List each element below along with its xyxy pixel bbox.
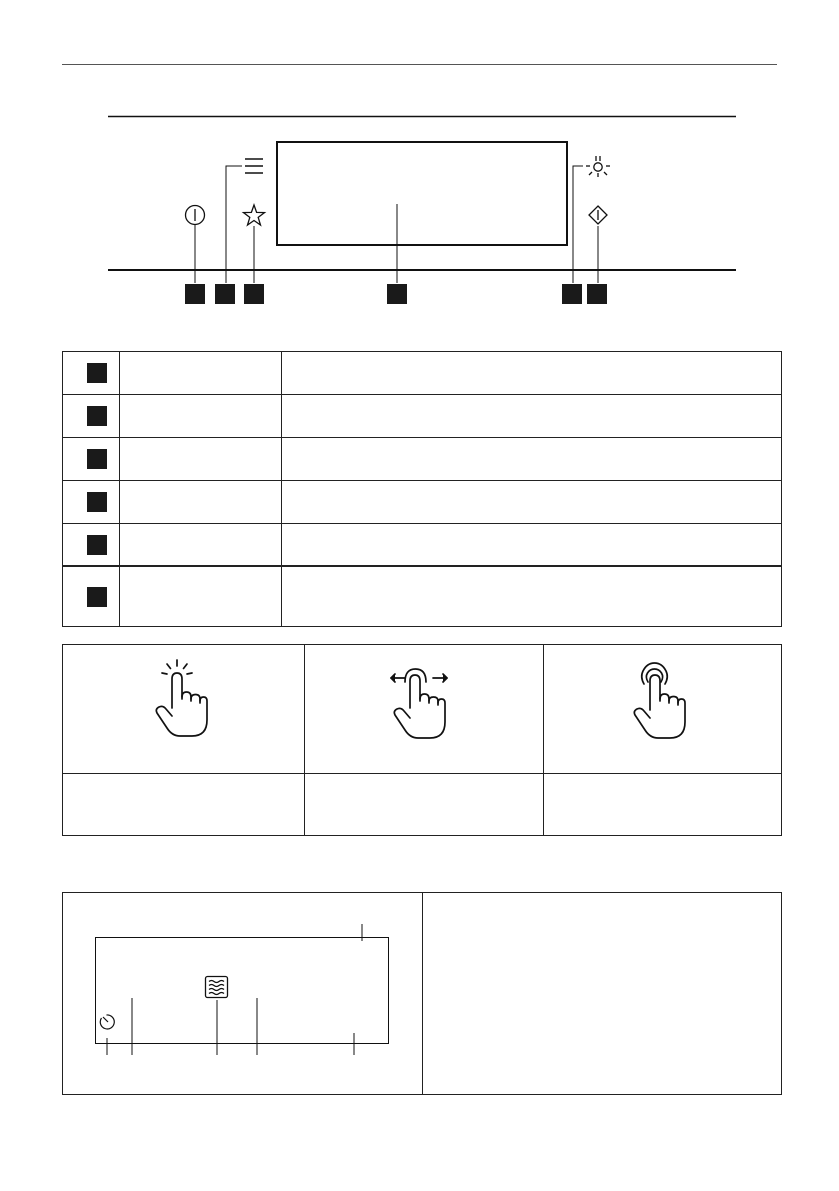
timer-icon (100, 1015, 114, 1029)
row-marker (87, 363, 107, 383)
legend-row (62, 437, 782, 480)
page-top-rule (62, 64, 777, 65)
callout-marker-display (387, 284, 407, 304)
row-marker (87, 406, 107, 426)
star-icon (244, 205, 265, 225)
steam-function-icon (206, 977, 228, 998)
row-marker (87, 535, 107, 555)
callout-marker-light (562, 284, 582, 304)
row-marker (87, 492, 107, 512)
swipe-gesture-icon (385, 664, 453, 744)
row-marker (87, 587, 107, 607)
callout-marker-favourite (244, 284, 264, 304)
legend-table (62, 351, 782, 627)
tap-gesture-icon (150, 658, 210, 742)
callout-marker-start (587, 284, 607, 304)
display-screen-diagram (62, 892, 422, 1095)
callout-marker-menu (215, 284, 235, 304)
callout-marker-power (185, 284, 205, 304)
row-marker (87, 449, 107, 469)
legend-row (62, 480, 782, 523)
lamp-icon (586, 156, 610, 177)
legend-row (62, 566, 782, 627)
start-stop-icon (589, 206, 607, 224)
legend-row (62, 394, 782, 437)
control-panel-diagram (0, 100, 839, 320)
power-icon (186, 206, 205, 225)
legend-row (62, 351, 782, 394)
menu-icon (245, 159, 263, 173)
press-hold-gesture-icon (627, 660, 689, 744)
legend-row (62, 523, 782, 566)
